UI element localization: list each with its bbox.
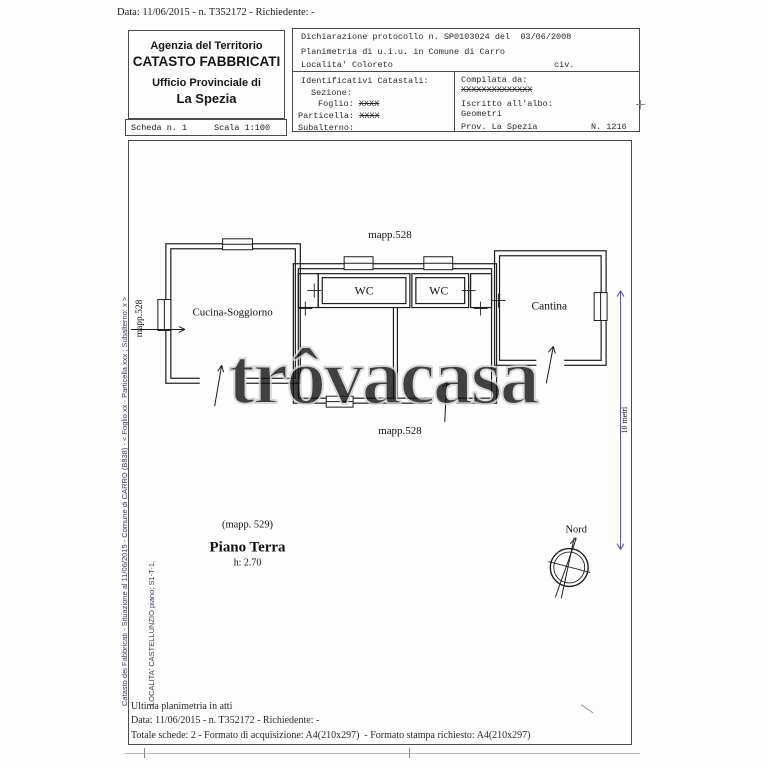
bottom-tick-mid [409, 748, 410, 758]
plan-frame [128, 140, 632, 745]
mapp-528-bottom: mapp.528 [378, 425, 422, 438]
top-data-line: Data: 11/06/2015 - n. T352172 - Richiedente: - [117, 7, 315, 18]
north-compass [548, 538, 590, 599]
watermark: trôvacasa [228, 333, 538, 422]
catasto-title: CATASTO FABBRICATI [132, 54, 281, 69]
compilata-name: XXXXXXXXXXXXXX [461, 85, 533, 95]
pen-mark [581, 705, 593, 713]
civ-label: civ. [554, 60, 575, 70]
margin-line-2: LOCALITA' CASTELLUNZIO piano: S1-T-1, [147, 560, 156, 706]
identificativi-area [293, 71, 639, 131]
foglio-value: XXXX [358, 99, 380, 109]
footer-line-1: Ultima planimetria in atti [131, 701, 233, 712]
scheda-number: Scheda n. 1 [131, 123, 188, 133]
albo-number: N. 1216 [591, 122, 627, 132]
footer-line-3: Totale schede: 2 - Formato di acquisizione: A4(210x297) - Formato stampa richiesto: A4(210x297) [131, 730, 531, 741]
declaration-box [292, 28, 640, 132]
scheda-box [125, 119, 287, 136]
floor-plan [129, 141, 631, 744]
margin-line-1: Catasto dei Fabbricati - Situazione al 11/06/2015 - Comune di CARRO (B838) - < Foglio xx - Particella xxx ; Subalterno: x > [120, 296, 129, 706]
subalterno-row: Subalterno: [298, 123, 355, 133]
margin-annotation [102, 144, 174, 706]
floor-height: h: 2.70 [233, 557, 262, 569]
compilata-label: Compilata da: [461, 75, 528, 85]
mapp-528-top: mapp.528 [368, 228, 412, 241]
albo-value: Geometri [461, 109, 502, 119]
sezione-row: Sezione: [311, 88, 352, 98]
particella-value: XXXX [359, 111, 380, 121]
identificativi-divider [454, 72, 455, 131]
scala-value: Scala 1:100 [214, 123, 271, 133]
particella-label: Particella: [298, 111, 360, 121]
dichiarazione-line: Dichiarazione protocollo n. SP0103024 del 03/06/2008 [301, 32, 572, 42]
scale-bar-label: 10 metri [620, 406, 630, 434]
register-mark-v [640, 100, 641, 109]
albo-label: Iscritto all'albo: [461, 99, 553, 109]
office-line: Ufficio Provinciale di [152, 77, 261, 89]
province-name: La Spezia [176, 91, 237, 106]
localita-line: Localita' Coloreto [301, 60, 393, 70]
bottom-tick-left [144, 748, 145, 758]
bottom-rule [125, 753, 640, 754]
prov-label: Prov. La Spezia [461, 122, 538, 132]
foglio-label: Foglio: [318, 99, 359, 109]
floor-title: Piano Terra [209, 539, 286, 556]
room-label-wc2: WC [429, 283, 449, 298]
agency-box [128, 30, 285, 119]
planimetria-line: Planimetria di u.i.u. in Comune di Carro [301, 47, 506, 57]
foglio-row [318, 99, 379, 109]
room-label-wc1: WC [354, 283, 374, 298]
mapp-529-label: (mapp. 529) [222, 519, 274, 531]
north-label: Nord [565, 524, 587, 536]
room-label-cucina: Cucina-Soggiorno [192, 306, 273, 319]
mapp-528-left: mapp.528 [134, 299, 145, 338]
particella-row [298, 111, 380, 121]
agency-name: Agenzia del Territorio [150, 40, 263, 52]
room-label-cantina: Cantina [531, 300, 568, 313]
opening-ticks [298, 284, 505, 316]
footer-line-2: Data: 11/06/2015 - n. T352172 - Richiedente: - [131, 715, 320, 726]
identificativi-title: Identificativi Catastali: [301, 76, 429, 86]
